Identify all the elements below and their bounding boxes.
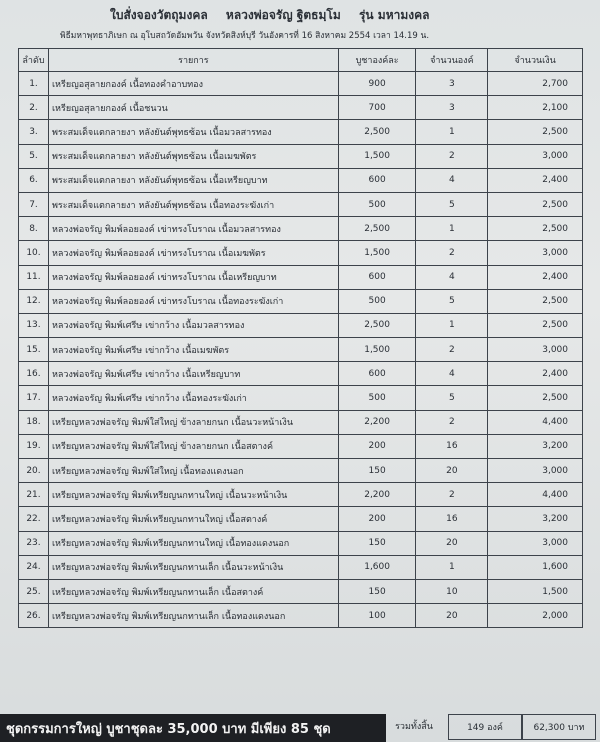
item-description: เหรียญหลวงพ่อจรัญ พิมพ์ใส่ใหญ่ ข้างลายกนก เนื้อนวะหน้าเงิน [48, 410, 338, 434]
table-row [19, 459, 583, 483]
quantity: 4 [416, 362, 488, 386]
quantity: 20 [416, 531, 488, 555]
amount: 4,400 [488, 483, 583, 507]
item-description: เหรียญหลวงพ่อจรัญ พิมพ์เหรียญนกทานใหญ่ เนื้อสตางค์ [48, 507, 338, 531]
unit-price: 2,500 [338, 217, 416, 241]
item-description: หลวงพ่อจรัญ พิมพ์ลอยองค์ เข่าทรงโบราณ เนื้อทองระฆังเก่า [48, 289, 338, 313]
title-part: รุ่น มหามงคล [358, 8, 430, 22]
quantity: 10 [416, 579, 488, 603]
amount: 1,600 [488, 555, 583, 579]
unit-price: 150 [338, 531, 416, 555]
row-number: 1. [19, 72, 49, 96]
table-row [19, 241, 583, 265]
table-row [19, 531, 583, 555]
amount: 3,200 [488, 434, 583, 458]
quantity: 2 [416, 338, 488, 362]
item-description: เหรียญอสุลายกองค์ เนื้อชนวน [48, 96, 338, 120]
column-header: รายการ [48, 49, 338, 72]
unit-price: 200 [338, 434, 416, 458]
item-description: หลวงพ่อจรัญ พิมพ์เศรีษ เข่ากว้าง เนื้อเหรียญบาท [48, 362, 338, 386]
unit-price: 1,500 [338, 241, 416, 265]
amount: 2,500 [488, 386, 583, 410]
table-row [19, 338, 583, 362]
item-description: เหรียญอสุลายกองค์ เนื้อทองคำอาบทอง [48, 72, 338, 96]
title-part: ใบสั่งจองวัตถุมงคล [110, 8, 208, 22]
row-number: 6. [19, 168, 49, 192]
quantity: 20 [416, 604, 488, 628]
amount: 3,000 [488, 241, 583, 265]
table-row [19, 120, 583, 144]
row-number: 15. [19, 338, 49, 362]
row-number: 19. [19, 434, 49, 458]
quantity: 16 [416, 507, 488, 531]
item-description: พระสมเด็จแตกลายงา หลังยันต์พุทธซ้อน เนื้อเมฆพัตร [48, 144, 338, 168]
amount: 2,100 [488, 96, 583, 120]
item-description: พระสมเด็จแตกลายงา หลังยันต์พุทธซ้อน เนื้อเหรียญบาท [48, 168, 338, 192]
table-row [19, 313, 583, 337]
row-number: 8. [19, 217, 49, 241]
table-row [19, 483, 583, 507]
column-header: จำนวนเงิน [488, 49, 583, 72]
order-table [18, 48, 583, 628]
amount: 3,000 [488, 531, 583, 555]
quantity: 2 [416, 483, 488, 507]
quantity: 5 [416, 289, 488, 313]
row-number: 26. [19, 604, 49, 628]
unit-price: 500 [338, 192, 416, 216]
quantity: 3 [416, 96, 488, 120]
item-description: พระสมเด็จแตกลายงา หลังยันต์พุทธซ้อน เนื้อทองระฆังเก่า [48, 192, 338, 216]
item-description: เหรียญหลวงพ่อจรัญ พิมพ์เหรียญนกทานเล็ก เนื้อนวะหน้าเงิน [48, 555, 338, 579]
table-row [19, 192, 583, 216]
committee-set-banner: ชุดกรรมการใหญ่ บูชาชุดละ 35,000 บาท มีเพียง 85 ชุด [0, 714, 386, 742]
total-label: รวมทั้งสิ้น [395, 722, 433, 732]
row-number: 22. [19, 507, 49, 531]
table-row [19, 265, 583, 289]
item-description: เหรียญหลวงพ่อจรัญ พิมพ์เหรียญนกทานใหญ่ เนื้อนวะหน้าเงิน [48, 483, 338, 507]
amount: 2,000 [488, 604, 583, 628]
row-number: 13. [19, 313, 49, 337]
sheet-subtitle: พิธีมหาพุทธาภิเษก ณ อุโบสถวัดอัมพวัน จังหวัดสิงห์บุรี วันอังคารที่ 16 สิงหาคม 2554 เวลา 14.19 น. [60, 31, 430, 41]
column-header: ลำดับ [19, 49, 49, 72]
amount: 1,500 [488, 579, 583, 603]
quantity: 16 [416, 434, 488, 458]
item-description: เหรียญหลวงพ่อจรัญ พิมพ์เหรียญนกทานใหญ่ เนื้อทองแดงนอก [48, 531, 338, 555]
quantity: 20 [416, 459, 488, 483]
table-row [19, 168, 583, 192]
unit-price: 1,500 [338, 338, 416, 362]
amount: 3,000 [488, 459, 583, 483]
table-row [19, 144, 583, 168]
amount: 2,500 [488, 313, 583, 337]
row-number: 11. [19, 265, 49, 289]
amount: 3,200 [488, 507, 583, 531]
table-row [19, 579, 583, 603]
item-description: หลวงพ่อจรัญ พิมพ์ลอยองค์ เข่าทรงโบราณ เนื้อมวลสารทอง [48, 217, 338, 241]
amount: 2,500 [488, 120, 583, 144]
unit-price: 2,200 [338, 410, 416, 434]
quantity: 2 [416, 241, 488, 265]
unit-price: 500 [338, 386, 416, 410]
table-row [19, 555, 583, 579]
item-description: เหรียญหลวงพ่อจรัญ พิมพ์ใส่ใหญ่ เนื้อทองแดงนอก [48, 459, 338, 483]
unit-price: 200 [338, 507, 416, 531]
row-number: 24. [19, 555, 49, 579]
quantity: 3 [416, 72, 488, 96]
amount: 3,000 [488, 338, 583, 362]
column-header: จำนวนองค์ [416, 49, 488, 72]
item-description: หลวงพ่อจรัญ พิมพ์เศรีษ เข่ากว้าง เนื้อเมฆพัตร [48, 338, 338, 362]
quantity: 5 [416, 386, 488, 410]
unit-price: 600 [338, 362, 416, 386]
item-description: หลวงพ่อจรัญ พิมพ์ลอยองค์ เข่าทรงโบราณ เนื้อเหรียญบาท [48, 265, 338, 289]
item-description: หลวงพ่อจรัญ พิมพ์ลอยองค์ เข่าทรงโบราณ เนื้อเมฆพัตร [48, 241, 338, 265]
row-number: 5. [19, 144, 49, 168]
column-header: บูชาองค์ละ [338, 49, 416, 72]
row-number: 16. [19, 362, 49, 386]
row-number: 12. [19, 289, 49, 313]
unit-price: 600 [338, 265, 416, 289]
table-row [19, 72, 583, 96]
quantity: 1 [416, 217, 488, 241]
unit-price: 150 [338, 579, 416, 603]
amount: 2,400 [488, 265, 583, 289]
table-row [19, 386, 583, 410]
unit-price: 1,600 [338, 555, 416, 579]
item-description: พระสมเด็จแตกลายงา หลังยันต์พุทธซ้อน เนื้อมวลสารทอง [48, 120, 338, 144]
unit-price: 500 [338, 289, 416, 313]
amount: 4,400 [488, 410, 583, 434]
table-row [19, 604, 583, 628]
unit-price: 2,500 [338, 313, 416, 337]
unit-price: 2,500 [338, 120, 416, 144]
quantity: 1 [416, 120, 488, 144]
sheet-title [110, 6, 570, 26]
table-row [19, 507, 583, 531]
unit-price: 700 [338, 96, 416, 120]
quantity: 1 [416, 313, 488, 337]
total-amount: 62,300 บาท [522, 714, 596, 740]
total-quantity: 149 องค์ [448, 714, 522, 740]
row-number: 18. [19, 410, 49, 434]
item-description: หลวงพ่อจรัญ พิมพ์เศรีษ เข่ากว้าง เนื้อทองระฆังเก่า [48, 386, 338, 410]
row-number: 20. [19, 459, 49, 483]
unit-price: 2,200 [338, 483, 416, 507]
item-description: เหรียญหลวงพ่อจรัญ พิมพ์เหรียญนกทานเล็ก เนื้อทองแดงนอก [48, 604, 338, 628]
quantity: 2 [416, 144, 488, 168]
item-description: หลวงพ่อจรัญ พิมพ์เศรีษ เข่ากว้าง เนื้อมวลสารทอง [48, 313, 338, 337]
quantity: 2 [416, 410, 488, 434]
title-part: หลวงพ่อจรัญ ฐิตธมฺโม [225, 8, 341, 22]
table-row [19, 434, 583, 458]
row-number: 2. [19, 96, 49, 120]
quantity: 1 [416, 555, 488, 579]
item-description: เหรียญหลวงพ่อจรัญ พิมพ์ใส่ใหญ่ ข้างลายกนก เนื้อสตางค์ [48, 434, 338, 458]
quantity: 4 [416, 168, 488, 192]
amount: 2,400 [488, 168, 583, 192]
item-description: เหรียญหลวงพ่อจรัญ พิมพ์เหรียญนกทานเล็ก เนื้อสตางค์ [48, 579, 338, 603]
amount: 2,500 [488, 192, 583, 216]
row-number: 21. [19, 483, 49, 507]
table-row [19, 362, 583, 386]
amount: 2,500 [488, 289, 583, 313]
table-row [19, 96, 583, 120]
table-row [19, 289, 583, 313]
amount: 2,700 [488, 72, 583, 96]
unit-price: 600 [338, 168, 416, 192]
unit-price: 150 [338, 459, 416, 483]
unit-price: 1,500 [338, 144, 416, 168]
quantity: 4 [416, 265, 488, 289]
unit-price: 900 [338, 72, 416, 96]
amount: 2,400 [488, 362, 583, 386]
amount: 3,000 [488, 144, 583, 168]
quantity: 5 [416, 192, 488, 216]
row-number: 25. [19, 579, 49, 603]
table-row [19, 410, 583, 434]
row-number: 23. [19, 531, 49, 555]
row-number: 7. [19, 192, 49, 216]
row-number: 17. [19, 386, 49, 410]
row-number: 3. [19, 120, 49, 144]
table-row [19, 217, 583, 241]
amount: 2,500 [488, 217, 583, 241]
row-number: 10. [19, 241, 49, 265]
table-header-row [19, 49, 583, 72]
unit-price: 100 [338, 604, 416, 628]
